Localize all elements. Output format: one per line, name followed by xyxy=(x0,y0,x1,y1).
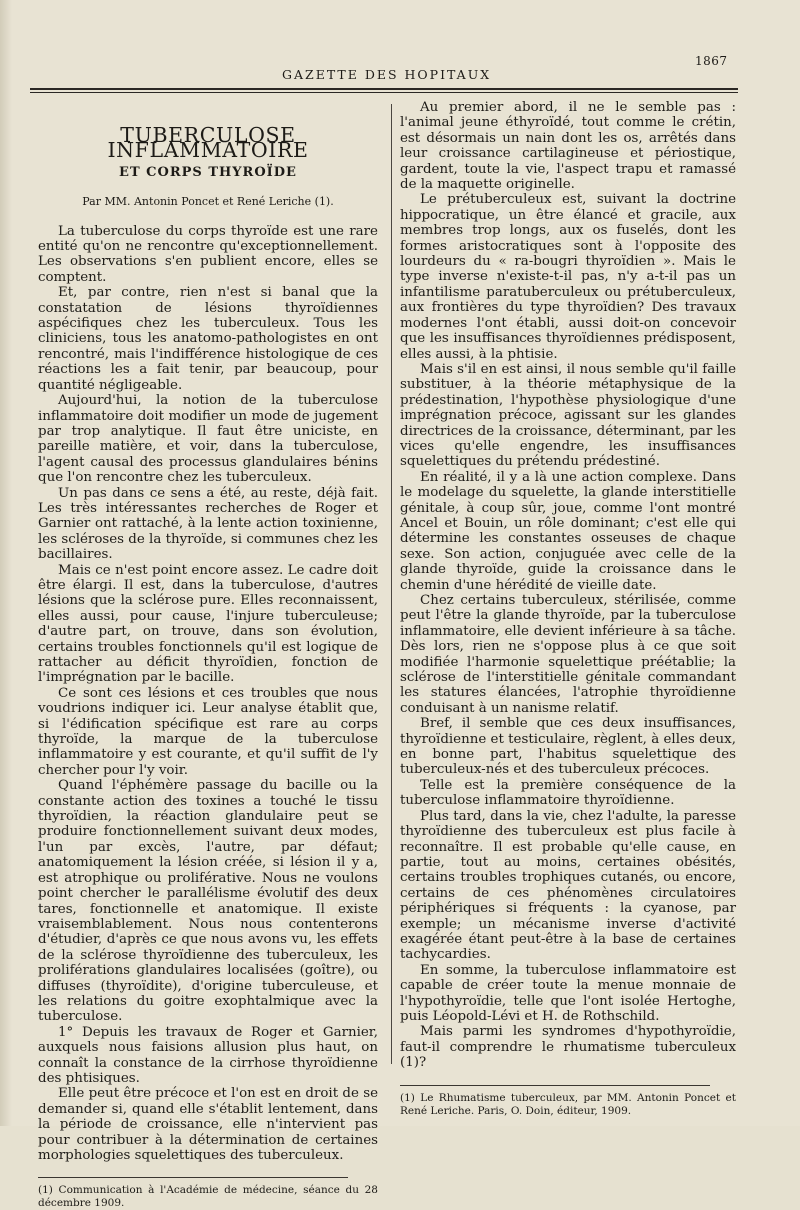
footnote-rule xyxy=(400,1085,710,1086)
paragraph: Mais parmi les syndromes d'hypothyroïdie, faut-il comprendre le rhumatisme tuberculeux (1)? xyxy=(400,1024,736,1071)
paragraph: Et, par contre, rien n'est si banal que la constatation de lésions thyroïdiennes aspécifiques chez les tuberculeux. Tous les cliniciens, tous les anatomo-pathologistes en ont rencontré, mais l'indifférence histologique de ces réactions les a fait tenir, par beaucoup, pour quantité négligeable. xyxy=(38,285,378,393)
column-divider xyxy=(391,104,392,1064)
right-column xyxy=(400,100,736,1118)
paragraph: Au premier abord, il ne le semble pas : l'animal jeune éthyroïdé, tout comme le crétin, est désormais un nain dont les os, arrêtés dans leur croissance cartilagineuse et périostique, gardent, toute la vie, l'aspect trapu et ramassé de la maquette originelle. xyxy=(400,100,736,193)
paragraph: En réalité, il y a là une action complexe. Dans le modelage du squelette, la glande interstitielle génitale, à coup sûr, joue, comme l'ont montré Ancel et Bouin, un rôle dominant; c'est elle qui détermine les constantes osseuses de chaque sexe. Son action, conjuguée avec celle de la glande thyroïde, guide la croissance dans le chemin d'une hérédité de vieille date. xyxy=(400,469,736,593)
left-column xyxy=(38,120,378,1210)
paragraph: Mais ce n'est point encore assez. Le cadre doit être élargi. Il est, dans la tuberculose, d'autres lésions que la sclérose pure. Elles reconnaissent, elles aussi, pour cause, l'injure tuberculeuse; d'autre part, on trouve, dans son évolution, certains troubles fonctionnels qu'il est logique de rattacher au déficit thyroïdien, fonction de l'imprégnation par le bacille. xyxy=(38,562,378,686)
paragraph: 1° Depuis les travaux de Roger et Garnier, auxquels nous faisions allusion plus haut, on connaît la constance de la cirrhose thyroïdienne des phtisiques. xyxy=(38,1024,378,1086)
paragraph: La tuberculose du corps thyroïde est une rare entité qu'on ne rencontre qu'exceptionnellement. Les observations s'en publient encore, elles se comptent. xyxy=(38,223,378,285)
article-title: TUBERCULOSE INFLAMMATOIRE xyxy=(107,123,309,163)
paragraph: Quand l'éphémère passage du bacille ou la constante action des toxines a touché le tissu thyroïdien, la réaction glandulaire peut se produire fonctionnellement suivant deux modes, l'un par excès, l'autre, par défaut; anatomiquement la lésion créée, si lésion il y a, est atrophique ou proliférative. Nous ne voulons point chercher le parallélisme évolutif des deux tares, fonctionnelle et anatomique. Il existe vraisemblablement. Nous nous contenterons d'étudier, d'après ce que nous avons vu, les effets de la sclérose thyroïdienne des tuberculeux, les proliférations glandulaires localisées (goître), ou diffuses (thyroïdite), d'origine tuberculeuse, et les relations du goitre exophtalmique avec la tuberculose. xyxy=(38,778,378,1025)
paragraph: Elle peut être précoce et l'on est en droit de se demander si, quand elle s'établit lentement, dans la période de croissance, elle n'intervient pas pour contribuer à la détermination de certaines morphologies squelettiques des tuberculeux. xyxy=(38,1086,378,1163)
paragraph: Mais s'il en est ainsi, il nous semble qu'il faille substituer, à la théorie métaphysique de la prédestination, l'hypothèse physiologique d'une imprégnation précoce, agissant sur les glandes directrices de la croissance, déterminant, par les vices qu'elle engendre, les insuffisances squelettiques du prétendu prédestiné. xyxy=(400,361,736,470)
footnote: (1) Le Rhumatisme tuberculeux, par MM. Antonin Poncet et René Leriche. Paris, O. Doin, éditeur, 1909. xyxy=(400,1091,736,1117)
paragraph: Le prétuberculeux est, suivant la doctrine hippocratique, un être élancé et gracile, aux membres trop longs, aux os fuselés, dont les formes aristocratiques sont à l'opposite des lourdeurs du « ra-bougri thyroïdien ». Mais le type inverse n'existe-t-il pas, n'y a-t-il pas un infantilisme paratuberculeux ou prétuberculeux, aux frontières du type thyroïdien? Des travaux modernes l'ont établi, aussi doit-on concevoir que les insuffisances thyroïdiennes prédisposent, elles aussi, à la phtisie. xyxy=(400,192,736,362)
paragraph: Chez certains tuberculeux, stérilisée, comme peut l'être la glande thyroïde, par la tuberculose inflammatoire, elle devient inférieure à sa tâche. Dès lors, rien ne s'oppose plus à ce que soit modifiée l'harmonie squelettique préétablie; la sclérose de l'interstitielle génitale commandant les statures élancées, l'atrophie thyroïdienne conduisant à un nanisme relatif. xyxy=(400,593,736,716)
paragraph: Un pas dans ce sens a été, au reste, déjà fait. Les très intéressantes recherches de Roger et Garnier ont rattaché, à la lente action toxinienne, les scléroses de la thyroïde, si communes chez les bacillaires. xyxy=(38,485,379,563)
paragraph: Aujourd'hui, la notion de la tuberculose inflammatoire doit modifier un mode de jugement par trop analytique. Il faut être uniciste, en pareille matière, et voir, dans la tuberculose, l'agent causal des processus glandulaires bénins que l'on rencontre chez les tuberculeux. xyxy=(38,393,378,486)
header-rule xyxy=(30,88,738,90)
byline: Par MM. Antonin Poncet et René Leriche (1). xyxy=(82,195,334,209)
article-subtitle: ET CORPS THYROÏDE xyxy=(119,164,297,180)
footnote-rule xyxy=(38,1177,348,1178)
paragraph: Bref, il semble que ces deux insuffisances, thyroïdienne et testiculaire, règlent, à elles deux, en bonne part, l'habitus squelettique des tuberculeux-nés et des tuberculeux précoces. xyxy=(400,716,736,778)
page-edge-shadow xyxy=(0,0,12,1126)
page-number: 1867 xyxy=(695,54,728,68)
running-head: GAZETTE DES HOPITAUX xyxy=(282,67,492,82)
paragraph: Plus tard, dans la vie, chez l'adulte, la paresse thyroïdienne des tuberculeux est plus facile à reconnaître. Il est probable qu'elle cause, en partie, tout au moins, certaines obésités, certains troubles trophiques cutanés, ou encore, certains de ces phénomènes circulatoires périphériques si fréquents : la cyanose, par exemple; un mécanisme inverse d'activité exagérée étant peut-être à la base de certaines tachycardies. xyxy=(400,808,736,963)
paragraph: En somme, la tuberculose inflammatoire est capable de créer toute la menue monnaie de l'hypothyroïdie, telle que l'ont isolée Hertoghe, puis Léopold-Lévi et H. de Rothschild. xyxy=(400,962,736,1024)
footnote: (1) Communication à l'Académie de médecine, séance du 28 décembre 1909. xyxy=(38,1184,378,1210)
paragraph: Telle est la première conséquence de la tuberculose inflammatoire thyroïdienne. xyxy=(400,777,736,809)
paragraph: Ce sont ces lésions et ces troubles que nous voudrions indiquer ici. Leur analyse établit que, si l'édification spécifique est rare au corps thyroïde, la marque de la tuberculose inflammatoire y est courante, et qu'il suffit de l'y chercher pour l'y voir. xyxy=(38,685,378,778)
header-rule-thin xyxy=(30,92,738,93)
